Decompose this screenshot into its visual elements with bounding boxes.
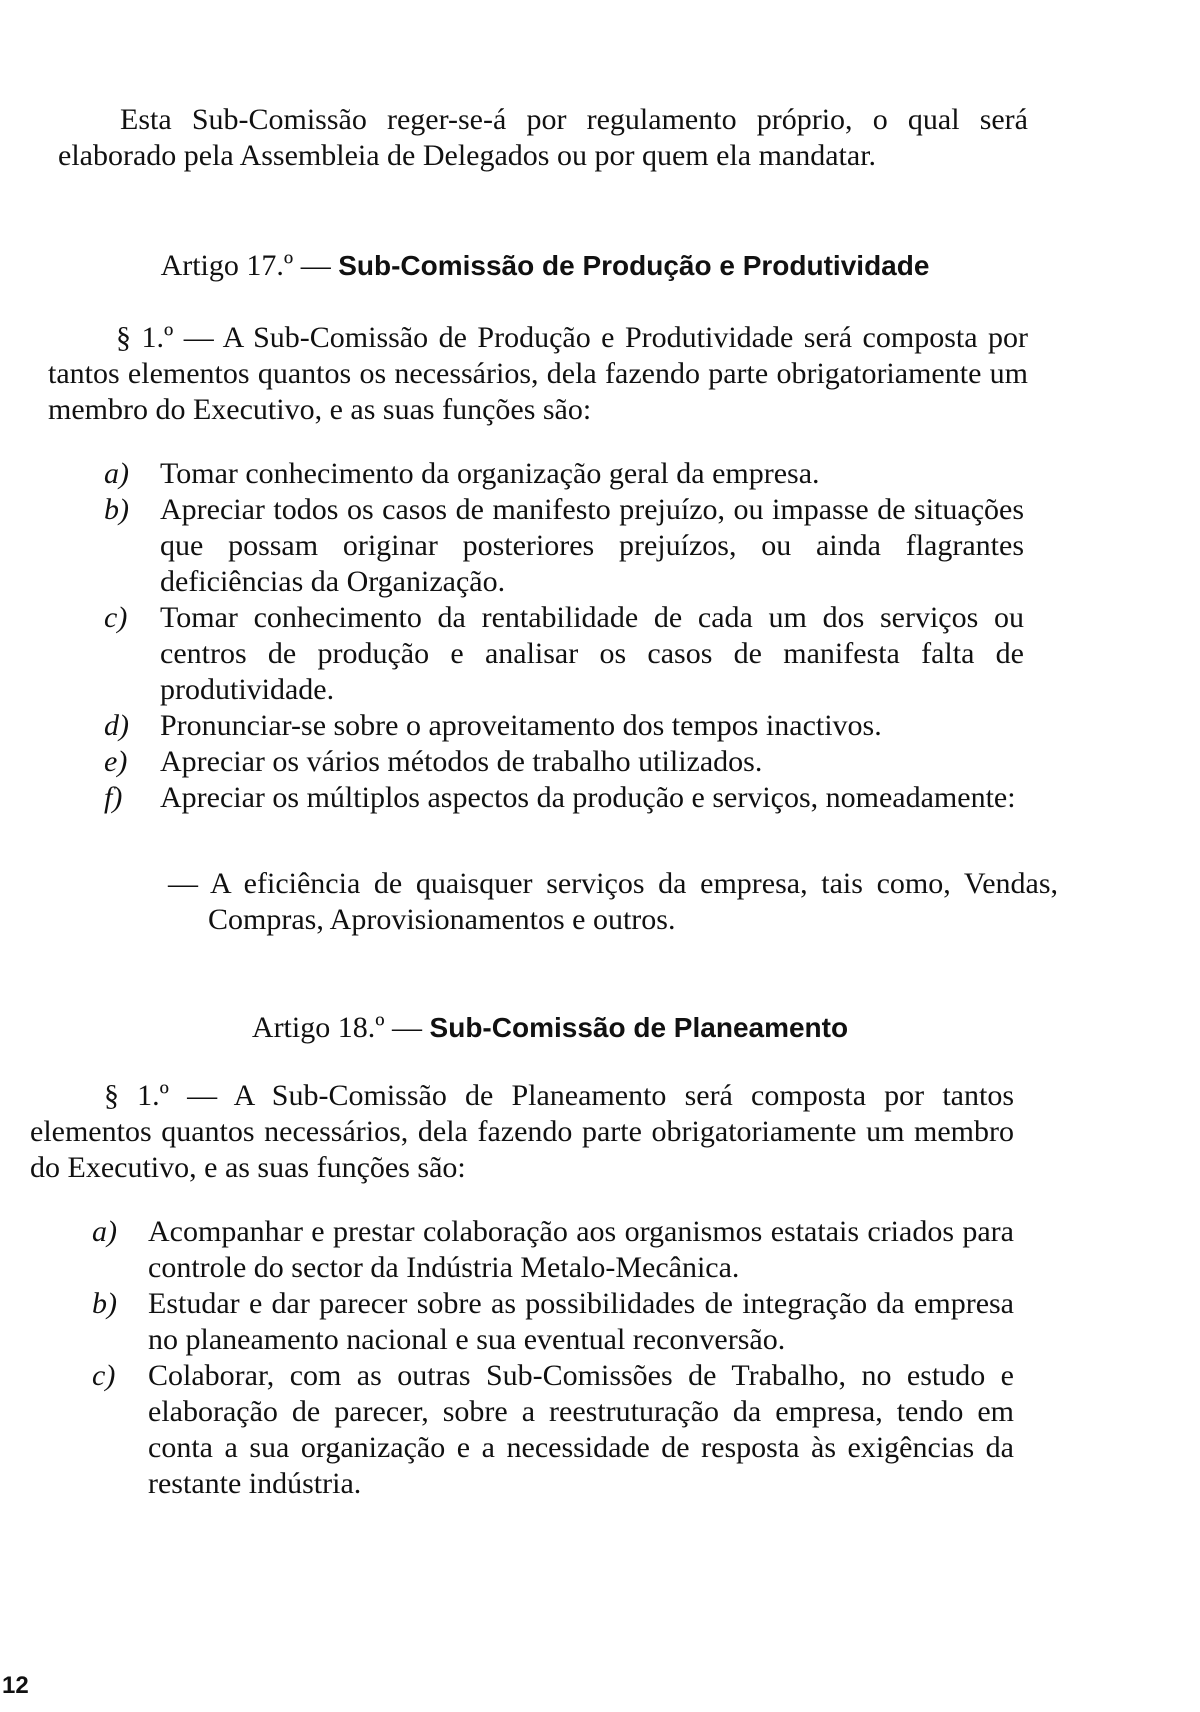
article-17-dash-item: — A eficiência de quaisquer serviços da empresa, tais como, Vendas, Compras, Aprovisionamentos e outros. [168, 867, 1058, 936]
list-item [92, 1286, 1014, 1358]
list-item [92, 1214, 1014, 1286]
article-17-list [104, 456, 1024, 816]
list-item-label: f) [104, 781, 123, 814]
article-17-title: Sub-Comissão de Produção e Produtividade [338, 250, 930, 281]
list-item-text: Tomar conhecimento da rentabilidade de cada um dos serviços ou centros de produção e analisar os casos de manifesta falta de produtividade. [160, 601, 1024, 706]
list-item-text: Acompanhar e prestar colaboração aos organismos estatais criados para controle do sector da Indústria Metalo-Mecânica. [148, 1215, 1014, 1284]
list-item [104, 492, 1024, 600]
list-item [92, 1358, 1014, 1502]
list-item-label: d) [104, 709, 129, 742]
list-item [104, 744, 1024, 780]
article-18-heading [60, 1010, 1040, 1046]
article-18-number: Artigo 18.º — [251, 1011, 423, 1044]
article-17-paragraph-1: § 1.º — A Sub-Comissão de Produção e Produtividade será composta por tantos elementos quantos os necessários, dela fazendo parte obrigatoriamente um membro do Executivo, e as suas funções são: [48, 321, 1028, 426]
list-item-text: Pronunciar-se sobre o aproveitamento dos tempos inactivos. [160, 709, 882, 742]
list-item-label: c) [92, 1359, 116, 1392]
article-18-title: Sub-Comissão de Planeamento [429, 1012, 849, 1043]
list-item-text: Apreciar todos os casos de manifesto prejuízo, ou impasse de situações que possam originar posteriores prejuízos, ou ainda flagrantes deficiências da Organização. [160, 493, 1024, 598]
list-item-label: a) [104, 457, 129, 490]
article-18-list [92, 1214, 1014, 1502]
article-17-heading [60, 248, 1030, 284]
intro-paragraph: Esta Sub-Comissão reger-se-á por regulamento próprio, o qual será elaborado pela Assembleia de Delegados ou por quem ela mandatar. [58, 103, 1028, 172]
article-18-paragraph-1: § 1.º — A Sub-Comissão de Planeamento será composta por tantos elementos quantos necessários, dela fazendo parte obrigatoriamente um membro do Executivo, e as suas funções são: [30, 1079, 1014, 1184]
list-item-text: Colaborar, com as outras Sub-Comissões de Trabalho, no estudo e elaboração de parecer, sobre a reestruturação da empresa, tendo em conta a sua organização e a necessidade de resposta às exigências da restante indústria. [148, 1359, 1014, 1500]
list-item-text: Estudar e dar parecer sobre as possibilidades de integração da empresa no planeamento nacional e sua eventual reconversão. [148, 1287, 1014, 1356]
list-item-label: c) [104, 601, 128, 634]
list-item-text: Apreciar os vários métodos de trabalho utilizados. [160, 745, 763, 778]
list-item-text: Apreciar os múltiplos aspectos da produção e serviços, nomeadamente: [160, 781, 1016, 814]
list-item-label: a) [92, 1215, 117, 1248]
list-item [104, 456, 1024, 492]
list-item-text: Tomar conhecimento da organização geral da empresa. [160, 457, 820, 490]
list-item [104, 780, 1024, 816]
list-item-label: b) [104, 493, 129, 526]
article-17-number: Artigo 17.º — [160, 249, 331, 282]
list-item [104, 600, 1024, 708]
page-number: 12 [2, 1672, 29, 1699]
list-item-label: e) [104, 745, 128, 778]
list-item-label: b) [92, 1287, 117, 1320]
list-item [104, 708, 1024, 744]
